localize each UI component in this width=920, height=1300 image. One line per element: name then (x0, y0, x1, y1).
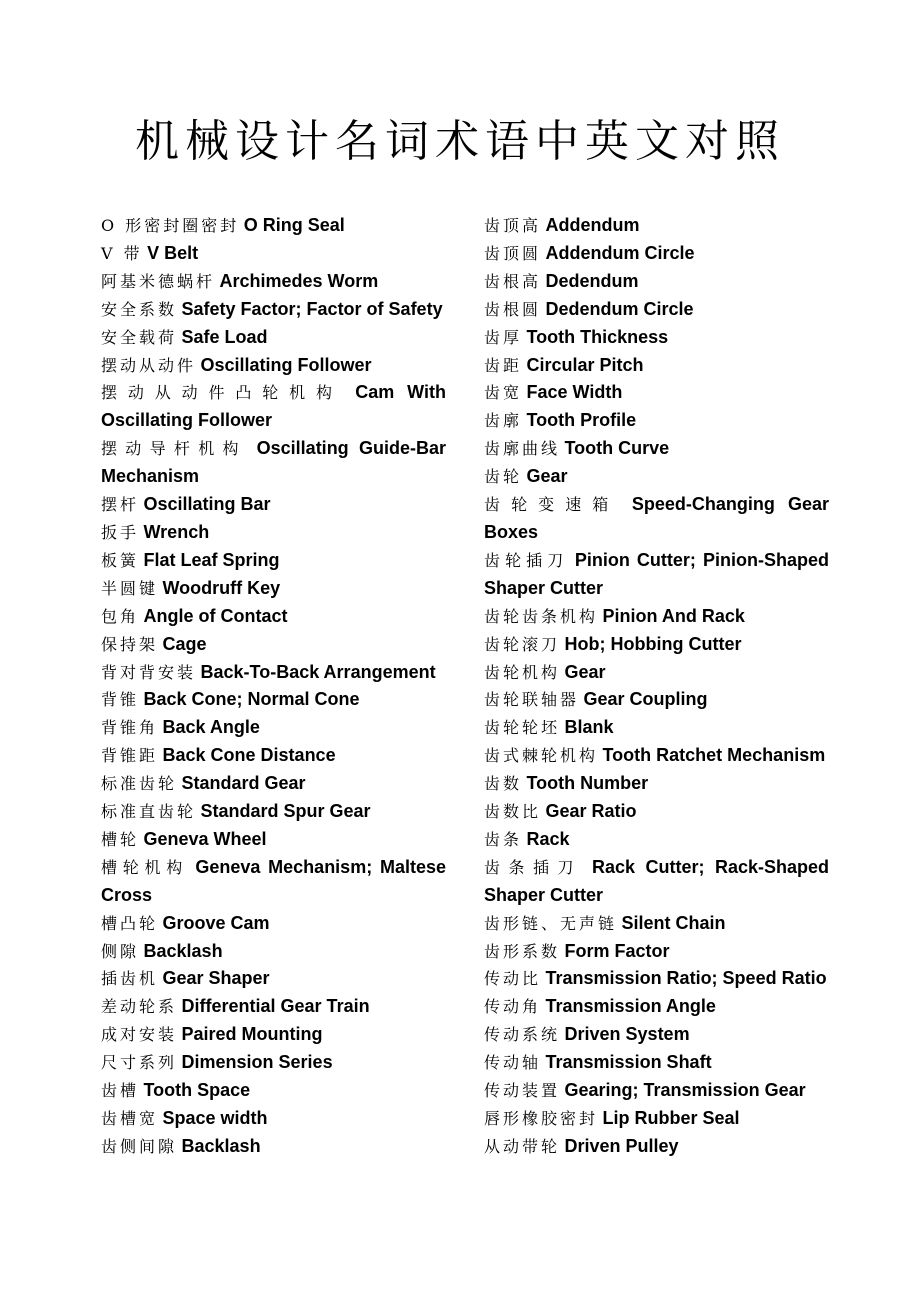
term-english: Back Angle (162, 717, 260, 738)
term-english: Tooth Space (143, 1080, 251, 1101)
glossary-entry (484, 240, 829, 268)
term-english: Back Cone Distance (162, 745, 336, 766)
glossary-entry (101, 965, 446, 993)
glossary-column-right (484, 212, 829, 1161)
term-chinese: 齿轮变速箱 (484, 495, 620, 515)
term-english: Driven Pulley (564, 1135, 679, 1156)
term-english: Differential Gear Train (181, 996, 370, 1017)
term-chinese: 齿厚 (484, 327, 523, 347)
glossary-entry (101, 742, 446, 770)
term-english: Gear Ratio (545, 801, 637, 822)
glossary-entry (484, 268, 829, 296)
term-english: Geneva Mechanism; Maltese Cross (101, 856, 446, 905)
term-chinese: 传动轴 (484, 1053, 542, 1073)
glossary-entry (101, 993, 446, 1021)
term-chinese: 齿条 (484, 829, 523, 849)
term-english: Tooth Number (526, 773, 649, 794)
term-english: Angle of Contact (143, 605, 288, 626)
term-chinese: 摆动从动件凸轮机构 (101, 383, 343, 403)
glossary-entry (484, 1077, 829, 1105)
glossary-entry (101, 519, 446, 547)
term-english: Geneva Wheel (143, 828, 267, 849)
term-english: Cam With Oscillating Follower (101, 382, 446, 431)
term-english: Rack (526, 828, 570, 849)
glossary-entry (484, 1021, 829, 1049)
glossary-entry (484, 435, 829, 463)
term-chinese: 插齿机 (101, 969, 159, 989)
glossary-column-left (101, 212, 446, 1161)
term-english: Transmission Angle (545, 996, 716, 1017)
glossary-entry (101, 1105, 446, 1133)
glossary-entry (101, 491, 446, 519)
term-chinese: 唇形橡胶密封 (484, 1109, 599, 1128)
glossary-entry (484, 212, 829, 240)
glossary-entry (101, 1021, 446, 1049)
term-english: Pinion And Rack (602, 605, 745, 626)
glossary-entry (484, 659, 829, 687)
term-chinese: 齿距 (484, 355, 523, 375)
glossary-entry (101, 659, 446, 687)
term-chinese: 齿槽宽 (101, 1109, 159, 1128)
term-chinese: 齿根高 (484, 271, 542, 291)
glossary-entry (101, 938, 446, 966)
glossary-entry (484, 324, 829, 352)
term-english: Driven System (564, 1024, 690, 1045)
term-english: Standard Gear (181, 773, 306, 794)
glossary-entry (101, 240, 446, 268)
term-chinese: 槽凸轮 (101, 913, 159, 933)
term-english: Hob; Hobbing Cutter (564, 633, 742, 654)
glossary-entry (484, 379, 829, 407)
glossary-entry (484, 407, 829, 435)
page-title: 机械设计名词术语中英文对照 (135, 116, 785, 167)
term-chinese: 齿轮轮坯 (484, 718, 561, 738)
term-chinese: 半圆键 (101, 578, 159, 598)
term-chinese: 齿轮联轴器 (484, 690, 580, 710)
term-english: Tooth Curve (564, 438, 670, 459)
term-english: Backlash (143, 940, 223, 961)
term-chinese: 槽轮机构 (101, 857, 189, 877)
term-english: Wrench (143, 521, 210, 542)
glossary-entry (484, 686, 829, 714)
term-english: Form Factor (564, 940, 670, 961)
term-english: Gear Coupling (583, 689, 708, 710)
glossary-entry (484, 1133, 829, 1161)
term-chinese: 摆动从动件 (101, 355, 197, 375)
term-english: Standard Spur Gear (200, 801, 371, 822)
glossary-entry (484, 826, 829, 854)
glossary-entry (101, 798, 446, 826)
glossary-entry (484, 714, 829, 742)
term-english: Tooth Thickness (526, 326, 669, 347)
term-english: Lip Rubber Seal (602, 1108, 740, 1128)
glossary-entry (101, 603, 446, 631)
term-chinese: 背对背安装 (101, 662, 197, 682)
glossary-entry (484, 603, 829, 631)
term-english: Transmission Ratio; Speed Ratio (545, 968, 827, 989)
glossary-entry (101, 910, 446, 938)
term-english: Speed-Changing Gear Boxes (484, 494, 829, 542)
glossary-entry (484, 993, 829, 1021)
term-english: Tooth Profile (526, 410, 637, 431)
glossary-entry (484, 547, 829, 603)
glossary-entry (101, 268, 446, 296)
glossary-entry (101, 854, 446, 910)
term-english: Dedendum Circle (545, 298, 694, 319)
term-chinese: 齿轮机构 (484, 662, 561, 682)
term-english: Gear (526, 466, 568, 487)
term-english: Tooth Ratchet Mechanism (602, 745, 826, 766)
term-chinese: 从动带轮 (484, 1136, 561, 1156)
glossary-entry (484, 1105, 829, 1133)
term-english: Space width (162, 1108, 268, 1128)
term-english: Transmission Shaft (545, 1052, 712, 1073)
term-chinese: 标准直齿轮 (101, 802, 197, 822)
glossary-entry (484, 910, 829, 938)
glossary-entry (101, 1049, 446, 1077)
glossary-entry (101, 296, 446, 324)
term-chinese: 尺寸系列 (101, 1053, 178, 1073)
glossary-entry (101, 1133, 446, 1161)
glossary-entry (101, 379, 446, 435)
term-chinese: 传动比 (484, 969, 542, 989)
term-chinese: 齿宽 (484, 383, 523, 403)
term-chinese: 摆杆 (101, 495, 140, 515)
term-english: Archimedes Worm (219, 270, 379, 291)
glossary-entry (484, 352, 829, 380)
term-chinese: 传动系统 (484, 1025, 561, 1045)
term-chinese: 齿条插刀 (484, 857, 582, 877)
term-chinese: 齿侧间隙 (101, 1136, 178, 1156)
term-english: Safe Load (181, 326, 268, 347)
glossary-entry (101, 1077, 446, 1105)
term-chinese: 成对安装 (101, 1025, 178, 1045)
term-english: Oscillating Follower (200, 354, 372, 375)
term-english: Back Cone; Normal Cone (143, 689, 360, 710)
term-chinese: 齿形链、无声链 (484, 913, 618, 933)
term-chinese: 扳手 (101, 522, 140, 542)
term-english: Gear Shaper (162, 968, 270, 989)
glossary-entry (484, 463, 829, 491)
term-chinese: O 形密封圈密封 (101, 216, 240, 235)
term-english: Dimension Series (181, 1052, 333, 1073)
term-english: Blank (564, 717, 614, 738)
glossary-entry (101, 352, 446, 380)
glossary-entry (484, 742, 829, 770)
term-english: V Belt (147, 242, 199, 263)
term-english: Pinion Cutter; Pinion-Shaped Shaper Cutter (484, 549, 829, 598)
term-chinese: 齿廓 (484, 411, 523, 431)
glossary-entry (101, 686, 446, 714)
term-chinese: 包角 (101, 606, 140, 626)
term-english: Oscillating Bar (143, 494, 271, 515)
term-english: Gearing; Transmission Gear (564, 1080, 806, 1101)
term-chinese: 齿数比 (484, 802, 542, 822)
term-english: Safety Factor; Factor of Safety (181, 298, 443, 319)
term-english: Addendum (545, 215, 640, 235)
term-english: Groove Cam (162, 912, 270, 933)
term-english: Circular Pitch (526, 354, 644, 375)
glossary-entry (101, 631, 446, 659)
glossary-entry (484, 965, 829, 993)
glossary-entry (484, 854, 829, 910)
glossary-entry (484, 631, 829, 659)
term-chinese: 背锥 (101, 690, 140, 710)
term-chinese: 标准齿轮 (101, 774, 178, 794)
term-english: Woodruff Key (162, 577, 281, 598)
glossary-entry (101, 575, 446, 603)
term-chinese: 板簧 (101, 550, 140, 570)
term-english: Back-To-Back Arrangement (200, 661, 436, 682)
term-chinese: 齿廓曲线 (484, 439, 561, 459)
term-chinese: 安全系数 (101, 299, 178, 319)
term-chinese: 齿轮滚刀 (484, 634, 561, 654)
glossary-entry (101, 547, 446, 575)
term-chinese: 齿顶高 (484, 216, 542, 235)
term-chinese: 齿轮 (484, 467, 523, 487)
term-chinese: 摆动导杆机构 (101, 439, 247, 459)
term-chinese: 齿数 (484, 774, 523, 794)
term-chinese: 槽轮 (101, 829, 140, 849)
term-english: Silent Chain (621, 912, 726, 933)
glossary-entry (484, 770, 829, 798)
term-chinese: 背锥角 (101, 718, 159, 738)
term-chinese: V 带 (101, 243, 143, 263)
term-chinese: 侧隙 (101, 941, 140, 961)
term-chinese: 安全载荷 (101, 327, 178, 347)
glossary-entry (484, 1049, 829, 1077)
term-english: Gear (564, 661, 606, 682)
glossary-entry (101, 770, 446, 798)
term-english: Oscillating Guide-Bar Mechanism (101, 438, 446, 487)
term-english: Rack Cutter; Rack-Shaped Shaper Cutter (484, 856, 829, 905)
glossary-entry (101, 435, 446, 491)
term-chinese: 齿轮齿条机构 (484, 606, 599, 626)
term-english: Paired Mounting (181, 1024, 323, 1045)
term-english: Backlash (181, 1135, 261, 1156)
term-chinese: 齿槽 (101, 1081, 140, 1101)
glossary-entry (101, 714, 446, 742)
glossary-entry (484, 798, 829, 826)
term-chinese: 保持架 (101, 634, 159, 654)
glossary-entry (101, 826, 446, 854)
glossary-entry (101, 324, 446, 352)
glossary-entry (484, 491, 829, 547)
term-chinese: 齿形系数 (484, 941, 561, 961)
term-chinese: 传动装置 (484, 1081, 561, 1101)
term-english: Face Width (526, 382, 623, 403)
glossary-entry (101, 212, 446, 240)
term-chinese: 齿轮插刀 (484, 550, 569, 570)
term-english: Dedendum (545, 270, 639, 291)
term-chinese: 阿基米德蜗杆 (101, 271, 216, 291)
term-chinese: 齿顶圆 (484, 243, 542, 263)
term-chinese: 传动角 (484, 997, 542, 1017)
term-english: Addendum Circle (545, 242, 695, 263)
term-chinese: 差动轮系 (101, 997, 178, 1017)
glossary-entry (484, 938, 829, 966)
term-english: Cage (162, 633, 207, 654)
glossary-entry (484, 296, 829, 324)
term-chinese: 齿根圆 (484, 299, 542, 319)
term-english: O Ring Seal (243, 215, 345, 235)
term-chinese: 齿式棘轮机构 (484, 746, 599, 766)
term-english: Flat Leaf Spring (143, 549, 280, 570)
term-chinese: 背锥距 (101, 746, 159, 766)
